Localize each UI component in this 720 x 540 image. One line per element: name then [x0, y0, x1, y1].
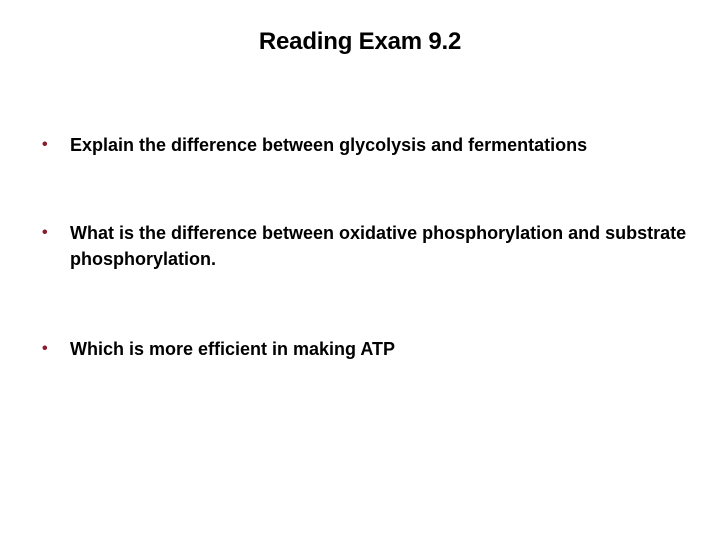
bullet-text: Explain the difference between glycolysis and fermentations	[70, 135, 588, 155]
bullet-item	[30, 336, 690, 362]
bullet-item	[30, 220, 690, 272]
bullet-item	[30, 132, 690, 158]
bullet-text: What is the difference between oxidative phosphorylation and substrate phosphorylation.	[70, 223, 687, 269]
bullet-icon: •	[42, 136, 48, 153]
bullet-icon: •	[42, 340, 48, 357]
slide-title: Reading Exam 9.2	[258, 28, 462, 55]
bullet-text: Which is more efficient in making ATP	[70, 339, 396, 359]
bullet-icon: •	[42, 224, 48, 241]
